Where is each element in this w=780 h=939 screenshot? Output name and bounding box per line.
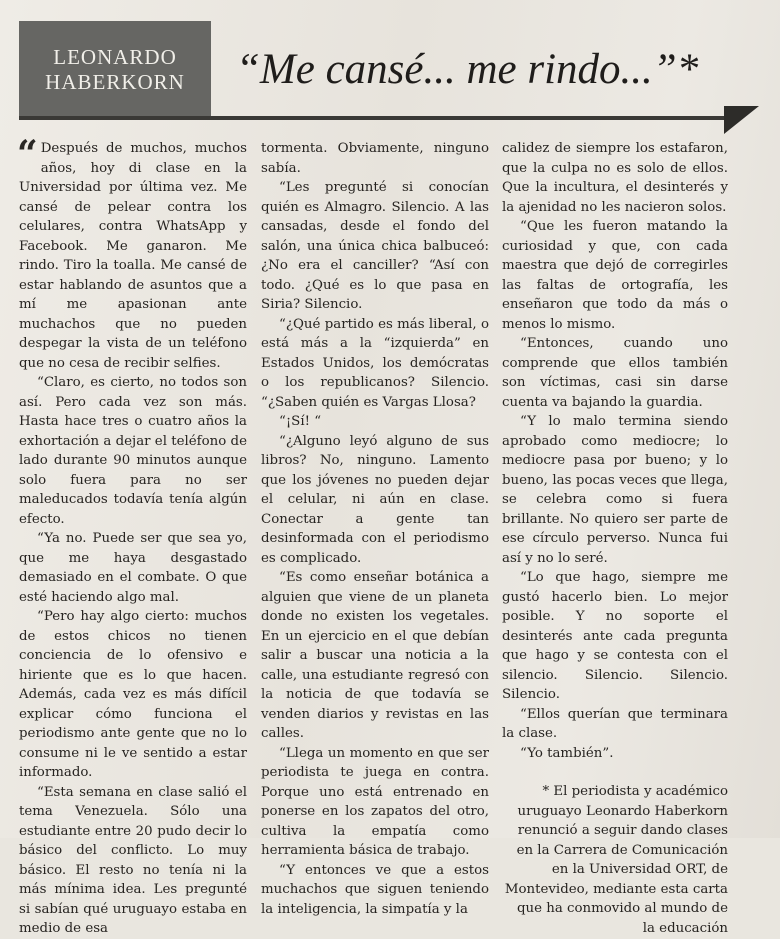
author-first-name: LEONARDO: [53, 45, 177, 69]
paragraph: “¿Qué partido es más liberal, o está más a la “izquierda” en Estados Unidos, los demócratas o los republicanos? Silencio. “¿Saben quién es Vargas Llosa?: [261, 316, 489, 410]
paragraph: “Y entonces ve que a estos muchachos que siguen teniendo la inteligencia, la simpatía y la: [261, 862, 489, 917]
paragraph: “Entonces, cuando uno comprende que ellos también son víctimas, casi sin darse cuenta va bajando la guardia.: [502, 336, 728, 410]
article-column-3: [502, 139, 728, 938]
article-column-1: [17, 133, 247, 939]
article-column-2: [261, 139, 489, 919]
paragraph: “¿Alguno leyó alguno de sus libros? No, ninguno. Lamento que los jóvenes no pueden dejar el celular, ni aún en clase. Conectar a gente tan desinformada con el periodismo es complicado.: [261, 433, 489, 566]
footnote-text: * El periodista y académico uruguayo Leonardo Haberkorn renunció a seguir dando clases en la Carrera de Comunicación en la Universidad ORT, de Montevideo, mediante esta carta que ha conmovido al mundo de la educación: [504, 784, 728, 936]
author-nameplate: [19, 21, 211, 119]
paragraph: “Les pregunté si conocían quién es Almagro. Silencio. A las cansadas, desde el fondo del salón, una única chica balbuceó: ¿No era el canciller? “Así con todo. ¿Qué es lo que pasa en Siria? Silencio.: [261, 180, 489, 312]
paragraph: “Yo también”.: [520, 745, 614, 761]
paragraph: “Pero hay algo cierto: muchos de estos chicos no tienen conciencia de lo ofensivo e hiriente que es lo que hacen. Además, cada vez es más difícil explicar cómo funciona el periodismo ante gente que no lo consume ni le ve sentido a estar informado.: [19, 609, 247, 780]
paragraph: “Lo que hago, siempre me gustó hacerlo bien. Lo mejor posible. Y no soporte el desinterés ante cada pregunta que hago y se contesta con el silencio. Silencio. Silencio. Silencio.: [502, 570, 728, 702]
paragraph: “Esta semana en clase salió el tema Venezuela. Sólo una estudiante entre 20 pudo decir lo básico del conflicto. Lo muy básico. El resto no tenía ni la más mínima idea. Les pregunté si sabían qué uruguayo estaba en medio de esa: [19, 784, 247, 936]
paragraph: “Que les fueron matando la curiosidad y que, con cada maestra que dejó de corregirles las faltas de ortografía, les enseñaron que todo da más o menos lo mismo.: [502, 219, 728, 332]
author-footnote: [502, 782, 728, 938]
paragraph: “Y lo malo termina siendo aprobado como mediocre; lo mediocre pasa por bueno; y lo bueno, las pocas veces que llega, se celebra como si fuera brillante. No quiero ser parte de ese círculo perverso. Nunca fui así y no lo seré.: [502, 414, 728, 566]
author-last-name: HABERKORN: [45, 70, 185, 94]
paragraph: “Ellos querían que terminara la clase.: [502, 706, 728, 741]
paragraph: “Es como enseñar botánica a alguien que viene de un planeta donde no existen los vegetales. En un ejercicio en el que debían salir a buscar una noticia a la calle, una estudiante regresó con la noticia de que todavía se venden diarios y revistas en las calles.: [261, 570, 489, 741]
paragraph: [17, 133, 247, 373]
article-headline: “Me cansé... me rindo...”*: [236, 46, 699, 93]
open-quote-mark: “: [17, 133, 38, 175]
paragraph: “Ya no. Puede ser que sea yo, que me haya desgastado demasiado en el combate. O que esté haciendo algo mal.: [19, 531, 247, 605]
paragraph: “Claro, es cierto, no todos son así. Pero cada vez son más. Hasta hace tres o cuatro años la exhortación a dejar el teléfono de lado durante 90 minutos aunque solo fuera para no ser maleducados todavía tenía algún efecto.: [19, 375, 247, 527]
paragraph: tormenta. Obviamente, ninguno sabía.: [261, 141, 489, 176]
paragraph: calidez de siempre los estafaron, que la culpa no es solo de ellos. Que la incultura, el desinterés y la ajenidad no les nacieron solos.: [502, 141, 728, 215]
paragraph: “Llega un momento en que ser periodista te juega en contra. Porque uno está entrenado en ponerse en los zapatos del otro, cultiva la empatía como herramienta básica de trabajo.: [261, 745, 489, 858]
paragraph-text: Después de muchos, muchos años, hoy di clase en la Universidad por última vez. Me cansé de pelear contra los celulares, contra WhatsApp y Facebook. Me ganaron. Me rindo. Tiro la toalla. Me cansé de estar hablando de asuntos que a mí me apasionan ante muchachos que no pueden despegar la vista de un teléfono que no cesa de recibir selfies.: [19, 141, 247, 371]
paragraph: “¡Sí! “: [279, 414, 322, 429]
headline-rule: [19, 116, 724, 120]
rule-corner-triangle: [724, 106, 759, 134]
